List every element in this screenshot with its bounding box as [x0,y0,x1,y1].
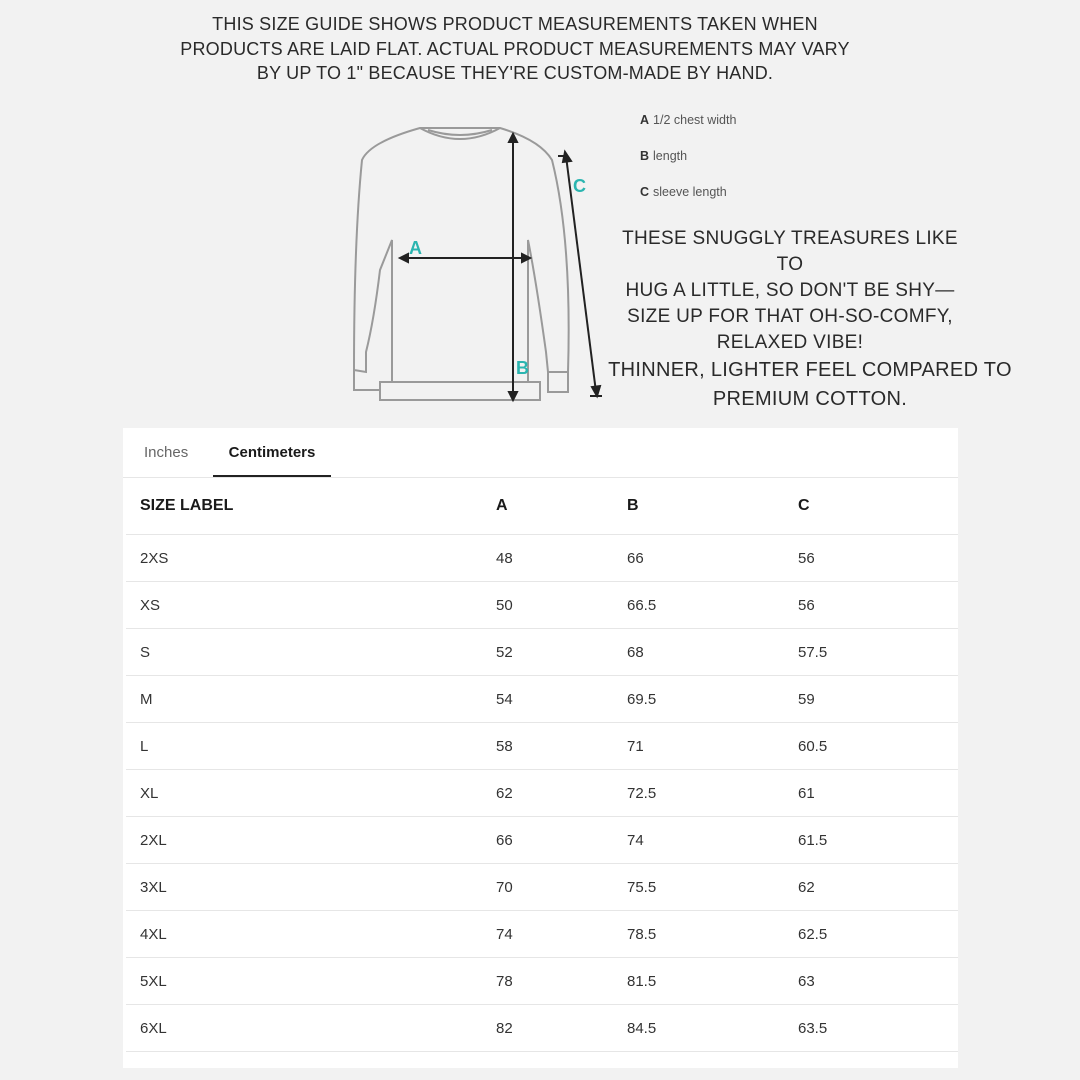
cell-size: S [126,629,496,676]
cell-a: 62 [496,770,627,817]
cell-b: 78.5 [627,911,798,958]
intro-line: THIS SIZE GUIDE SHOWS PRODUCT MEASUREMENTS TAKEN WHEN [212,14,818,34]
cell-a: 48 [496,535,627,582]
cell-c: 57.5 [798,629,958,676]
cell-c: 61.5 [798,817,958,864]
size-chart-card [123,428,958,1068]
cell-size: M [126,676,496,723]
header-size-label: SIZE LABEL [126,478,496,535]
cell-c: 62.5 [798,911,958,958]
table-row [126,864,958,911]
table-header-row [126,478,958,535]
tab-centimeters[interactable]: Centimeters [213,428,331,477]
sweater-neckline [420,128,500,139]
cell-a: 50 [496,582,627,629]
marker-c: C [573,176,586,196]
header-c: C [798,478,958,535]
cell-c: 61 [798,770,958,817]
legend-item: B length [640,149,688,163]
header-b: B [627,478,798,535]
cell-a: 58 [496,723,627,770]
cell-b: 69.5 [627,676,798,723]
table-row [126,676,958,723]
table-row [126,817,958,864]
table-row [126,535,958,582]
legend-item: A 1/2 chest width [640,113,737,127]
cell-b: 68 [627,629,798,676]
cell-size: 3XL [126,864,496,911]
cell-c: 60.5 [798,723,958,770]
cell-size: L [126,723,496,770]
cell-b: 66.5 [627,582,798,629]
fit-note: THESE SNUGGLY TREASURES LIKE TO HUG A LITTLE, SO DON'T BE SHY— SIZE UP FOR THAT OH-SO-COMFY, RELAXED VIBE! [622,228,958,353]
header-a: A [496,478,627,535]
unit-tabs [123,428,958,478]
fabric-feel-note: THINNER, LIGHTER FEEL COMPARED TO PREMIUM COTTON. [608,359,1012,410]
cell-c: 56 [798,535,958,582]
table-row [126,770,958,817]
cell-a: 82 [496,1005,627,1052]
cell-size: 2XL [126,817,496,864]
table-row [126,723,958,770]
marker-b: B [516,358,529,378]
cell-a: 54 [496,676,627,723]
table-row [126,629,958,676]
cell-b: 66 [627,535,798,582]
marker-a: A [409,238,422,258]
cell-b: 84.5 [627,1005,798,1052]
sweater-outline [354,128,569,400]
cell-c: 59 [798,676,958,723]
table-row [126,911,958,958]
size-table [126,478,958,1052]
cell-c: 62 [798,864,958,911]
cell-b: 81.5 [627,958,798,1005]
cell-a: 70 [496,864,627,911]
cell-size: 2XS [126,535,496,582]
cell-a: 52 [496,629,627,676]
cell-b: 72.5 [627,770,798,817]
cell-c: 63 [798,958,958,1005]
table-row [126,582,958,629]
cell-size: 5XL [126,958,496,1005]
intro-line: PRODUCTS ARE LAID FLAT. ACTUAL PRODUCT MEASUREMENTS MAY VARY [180,38,850,59]
tab-inches[interactable]: Inches [144,444,189,461]
table-row [126,1005,958,1052]
intro-text [140,12,890,86]
cell-b: 75.5 [627,864,798,911]
cell-b: 74 [627,817,798,864]
cell-a: 66 [496,817,627,864]
cell-size: XL [126,770,496,817]
cell-size: XS [126,582,496,629]
cell-c: 63.5 [798,1005,958,1052]
table-row [126,958,958,1005]
measurement-figure [140,90,1020,420]
cell-b: 71 [627,723,798,770]
cell-c: 56 [798,582,958,629]
measurement-legend [640,112,736,220]
sweater-diagram [340,120,620,410]
cell-size: 6XL [126,1005,496,1052]
cell-a: 78 [496,958,627,1005]
cell-size: 4XL [126,911,496,958]
legend-item: C sleeve length [640,185,727,199]
cell-a: 74 [496,911,627,958]
intro-line: BY UP TO 1" BECAUSE THEY'RE CUSTOM-MADE BY HAND. [256,63,774,83]
